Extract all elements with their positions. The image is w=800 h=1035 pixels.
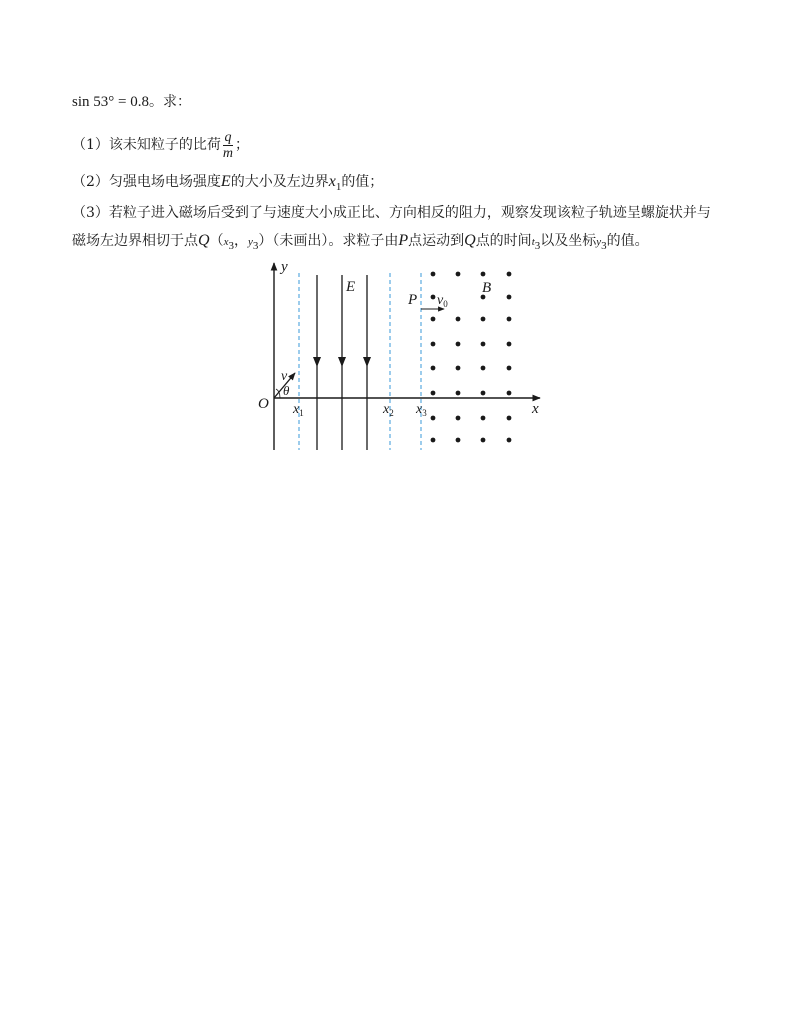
field-dot	[431, 416, 436, 421]
field-dot	[431, 366, 436, 371]
physics-diagram	[250, 255, 550, 455]
field-dot	[507, 317, 512, 322]
fraction-denominator: m	[222, 145, 234, 161]
question-1	[72, 128, 249, 162]
point-Q: Q	[198, 232, 210, 249]
field-dot	[431, 272, 436, 277]
label-x3: $x_3$	[416, 402, 427, 418]
label-x2: $x_2$	[383, 402, 394, 418]
coord-y: y	[596, 236, 602, 248]
fraction-numerator: q	[224, 129, 232, 145]
field-label-E: E	[346, 279, 356, 295]
coord-y: y	[247, 236, 253, 248]
field-dot	[481, 416, 486, 421]
question-2	[72, 172, 383, 197]
field-dot	[507, 342, 512, 347]
field-dot	[431, 391, 436, 396]
field-label-B: B	[482, 280, 492, 296]
angle-theta: θ	[283, 383, 290, 398]
question-number: （2）	[72, 174, 109, 190]
point-P: P	[398, 232, 409, 249]
v0-label: $v_0$	[437, 293, 448, 309]
field-arrow-icon	[313, 357, 321, 367]
origin-label: O	[258, 396, 269, 412]
field-dot	[481, 391, 486, 396]
coord-x: x	[223, 236, 229, 248]
field-dot	[431, 317, 436, 322]
coord-x-sub: 3	[228, 239, 234, 252]
text: ，	[233, 233, 248, 249]
text: 磁场左边界相切于点	[72, 233, 198, 249]
label-x1: $x_1$	[293, 402, 304, 418]
field-arrow-icon	[363, 357, 371, 367]
field-dot	[507, 272, 512, 277]
question-end: ；	[235, 137, 250, 153]
question-number: （1）	[72, 137, 109, 153]
field-dot	[456, 416, 461, 421]
time-t: t	[531, 236, 535, 248]
text: 以及坐标	[540, 233, 597, 249]
field-dot	[431, 342, 436, 347]
subscript: 1	[335, 180, 342, 193]
question-3-line-2	[72, 231, 649, 256]
field-arrow-icon	[338, 357, 346, 367]
question-3-line-1	[72, 203, 711, 223]
question-text: 若粒子进入磁场后受到了与速度大小成正比、方向相反的阻力，观察发现该粒子轨迹呈螺旋状并与	[108, 205, 711, 221]
question-text: 匀强电场电场强度	[108, 174, 221, 190]
text: 点运动到	[408, 233, 465, 249]
field-dot	[481, 317, 486, 322]
field-dot	[456, 438, 461, 443]
question-text: 该未知粒子的比荷	[108, 137, 221, 153]
point-P-label: P	[408, 292, 418, 308]
field-dot	[507, 416, 512, 421]
field-dot	[456, 272, 461, 277]
field-dot	[481, 366, 486, 371]
coord-y-sub: 3	[252, 239, 259, 252]
question-text-2: 的大小及左边界	[230, 174, 329, 190]
question-text-3: 的值；	[341, 174, 384, 190]
field-dot	[507, 366, 512, 371]
field-dot	[431, 438, 436, 443]
text: ）（未画出）。求粒子由	[258, 233, 399, 249]
text: （	[209, 233, 224, 249]
field-dot	[507, 295, 512, 300]
field-dot	[507, 391, 512, 396]
field-dot	[481, 342, 486, 347]
field-dot	[481, 272, 486, 277]
text: 的值。	[606, 233, 649, 249]
sin-expression: sin 53° = 0.8	[72, 94, 149, 110]
field-dot	[481, 438, 486, 443]
field-dot	[431, 295, 436, 300]
y-axis-label: y	[281, 259, 288, 275]
point-Q: Q	[464, 232, 476, 249]
field-dot	[456, 342, 461, 347]
question-number: （3）	[72, 205, 109, 221]
charge-mass-ratio	[223, 130, 233, 161]
field-dot	[456, 317, 461, 322]
coord-y-sub: 3	[601, 239, 607, 252]
field-dot	[456, 366, 461, 371]
x-axis-label: x	[532, 401, 539, 417]
text: 点的时间	[475, 233, 532, 249]
electric-field-lines	[313, 275, 371, 450]
field-dot	[507, 438, 512, 443]
time-sub: 3	[534, 239, 541, 252]
symbol-x: x	[328, 173, 336, 190]
field-symbol-E: E	[220, 173, 231, 190]
instruction-text: 。求：	[148, 94, 191, 110]
given-sin-value	[72, 92, 191, 112]
velocity-label: v	[281, 369, 288, 384]
field-dot	[456, 391, 461, 396]
